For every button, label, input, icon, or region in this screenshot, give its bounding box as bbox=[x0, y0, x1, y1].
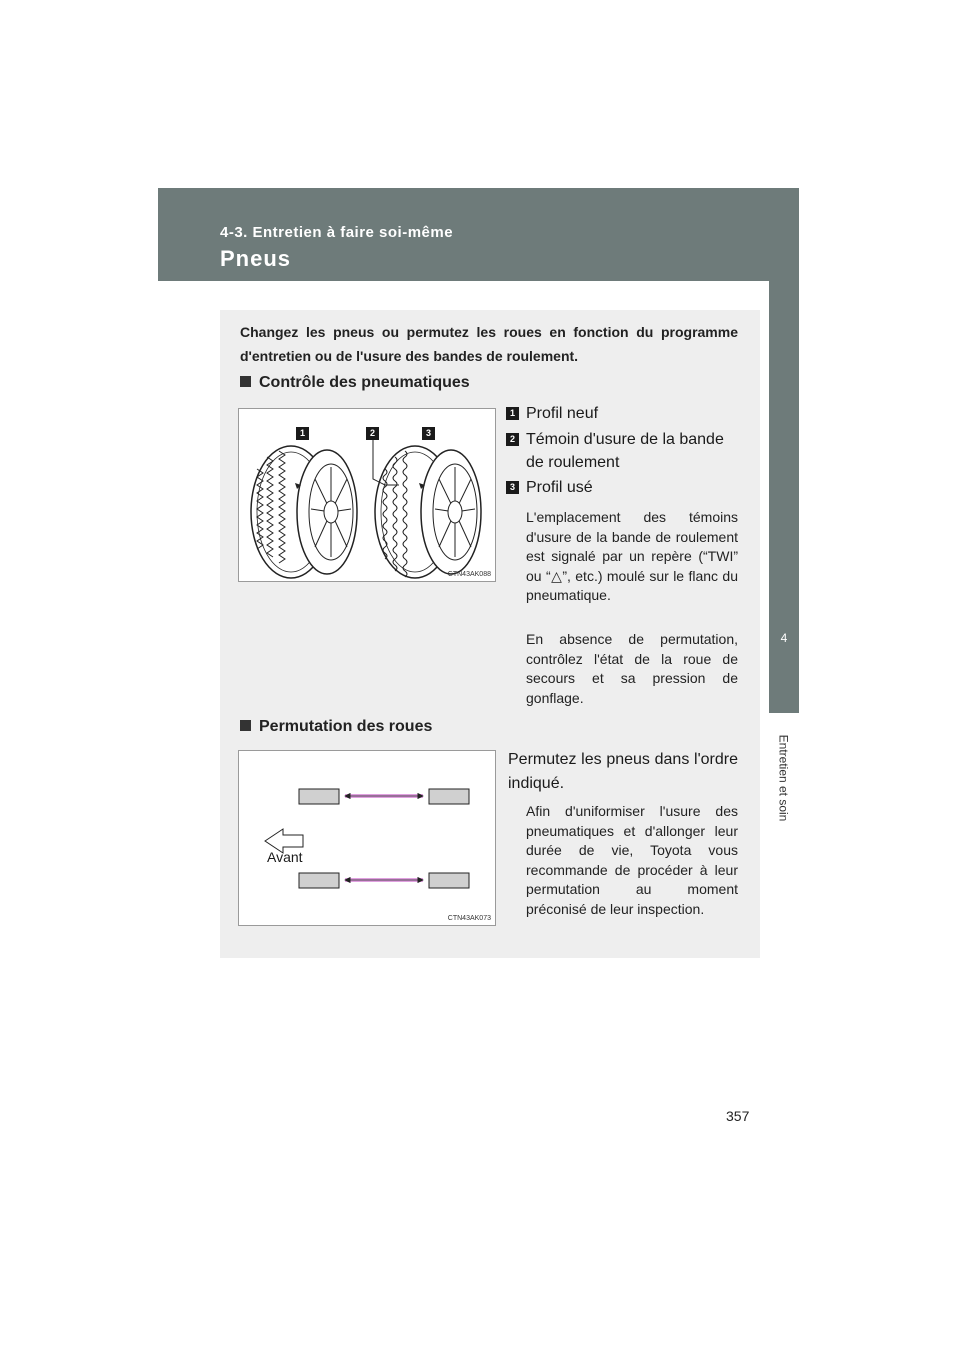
heading-tire-check bbox=[240, 374, 470, 392]
twi-note: L'emplacement des témoins d'usure de la bande de roulement est signalé par un repère (“TWI” ou “△”, etc.) moulé sur le flanc du pneumatique. bbox=[526, 509, 738, 603]
chapter-tab bbox=[769, 281, 799, 713]
heading-rotation-label: Permutation des roues bbox=[259, 718, 433, 735]
page-header bbox=[158, 188, 799, 281]
legend-text-1: Profil neuf bbox=[526, 405, 599, 422]
legend-text-3: Profil usé bbox=[526, 479, 593, 496]
chapter-label: Entretien et soin bbox=[776, 734, 790, 822]
rear-left-tire bbox=[429, 789, 469, 804]
figure-code: CTN43AK073 bbox=[447, 915, 491, 922]
bullet-square-icon bbox=[240, 720, 251, 731]
rotation-diagram bbox=[239, 751, 495, 925]
worn-tread-tire bbox=[375, 446, 481, 578]
content-panel bbox=[220, 310, 760, 958]
page-number: 357 bbox=[726, 1108, 750, 1124]
rotation-instruction: Permutez les pneus dans l'ordre indiqué. bbox=[508, 751, 738, 792]
callout-badge-3: 3 bbox=[422, 427, 435, 440]
legend-badge-3: 3 bbox=[506, 481, 519, 494]
bullet-square-icon bbox=[240, 376, 251, 387]
rotation-figure bbox=[238, 750, 496, 926]
callout-badge-1: 1 bbox=[296, 427, 309, 440]
new-tread-tire bbox=[251, 446, 357, 578]
rotation-note: Afin d'uniformiser l'usure des pneumatiques et d'allonger leur durée de vie, Toyota vous recommande de procéder à leur permutation au moment préconisé de leur inspection. bbox=[526, 803, 738, 917]
intro-text: Changez les pneus ou permutez les roues en fonction du programme d'entretien ou de l'usure des bandes de roulement. bbox=[240, 324, 738, 364]
chapter-number: 4 bbox=[780, 631, 788, 645]
section-label: 4-3. Entretien à faire soi-même bbox=[220, 224, 454, 241]
heading-rotation bbox=[240, 718, 432, 736]
front-label: Avant bbox=[267, 849, 303, 865]
tire-wear-figure bbox=[238, 408, 496, 582]
rear-right-tire bbox=[429, 873, 469, 888]
legend-badge-2: 2 bbox=[506, 433, 519, 446]
front-right-tire bbox=[299, 873, 339, 888]
legend-badge-1: 1 bbox=[506, 407, 519, 420]
callout-badge-2: 2 bbox=[366, 427, 379, 440]
spare-tire-note: En absence de permutation, contrôlez l'état de la roue de secours et sa pression de gonflage. bbox=[526, 631, 738, 706]
heading-tire-check-label: Contrôle des pneumatiques bbox=[259, 374, 470, 391]
figure-code: CTN43AK088 bbox=[447, 571, 491, 578]
front-left-tire bbox=[299, 789, 339, 804]
legend-text-2: Témoin d'usure de la bande de roulement bbox=[526, 431, 724, 471]
page-title: Pneus bbox=[220, 246, 292, 271]
